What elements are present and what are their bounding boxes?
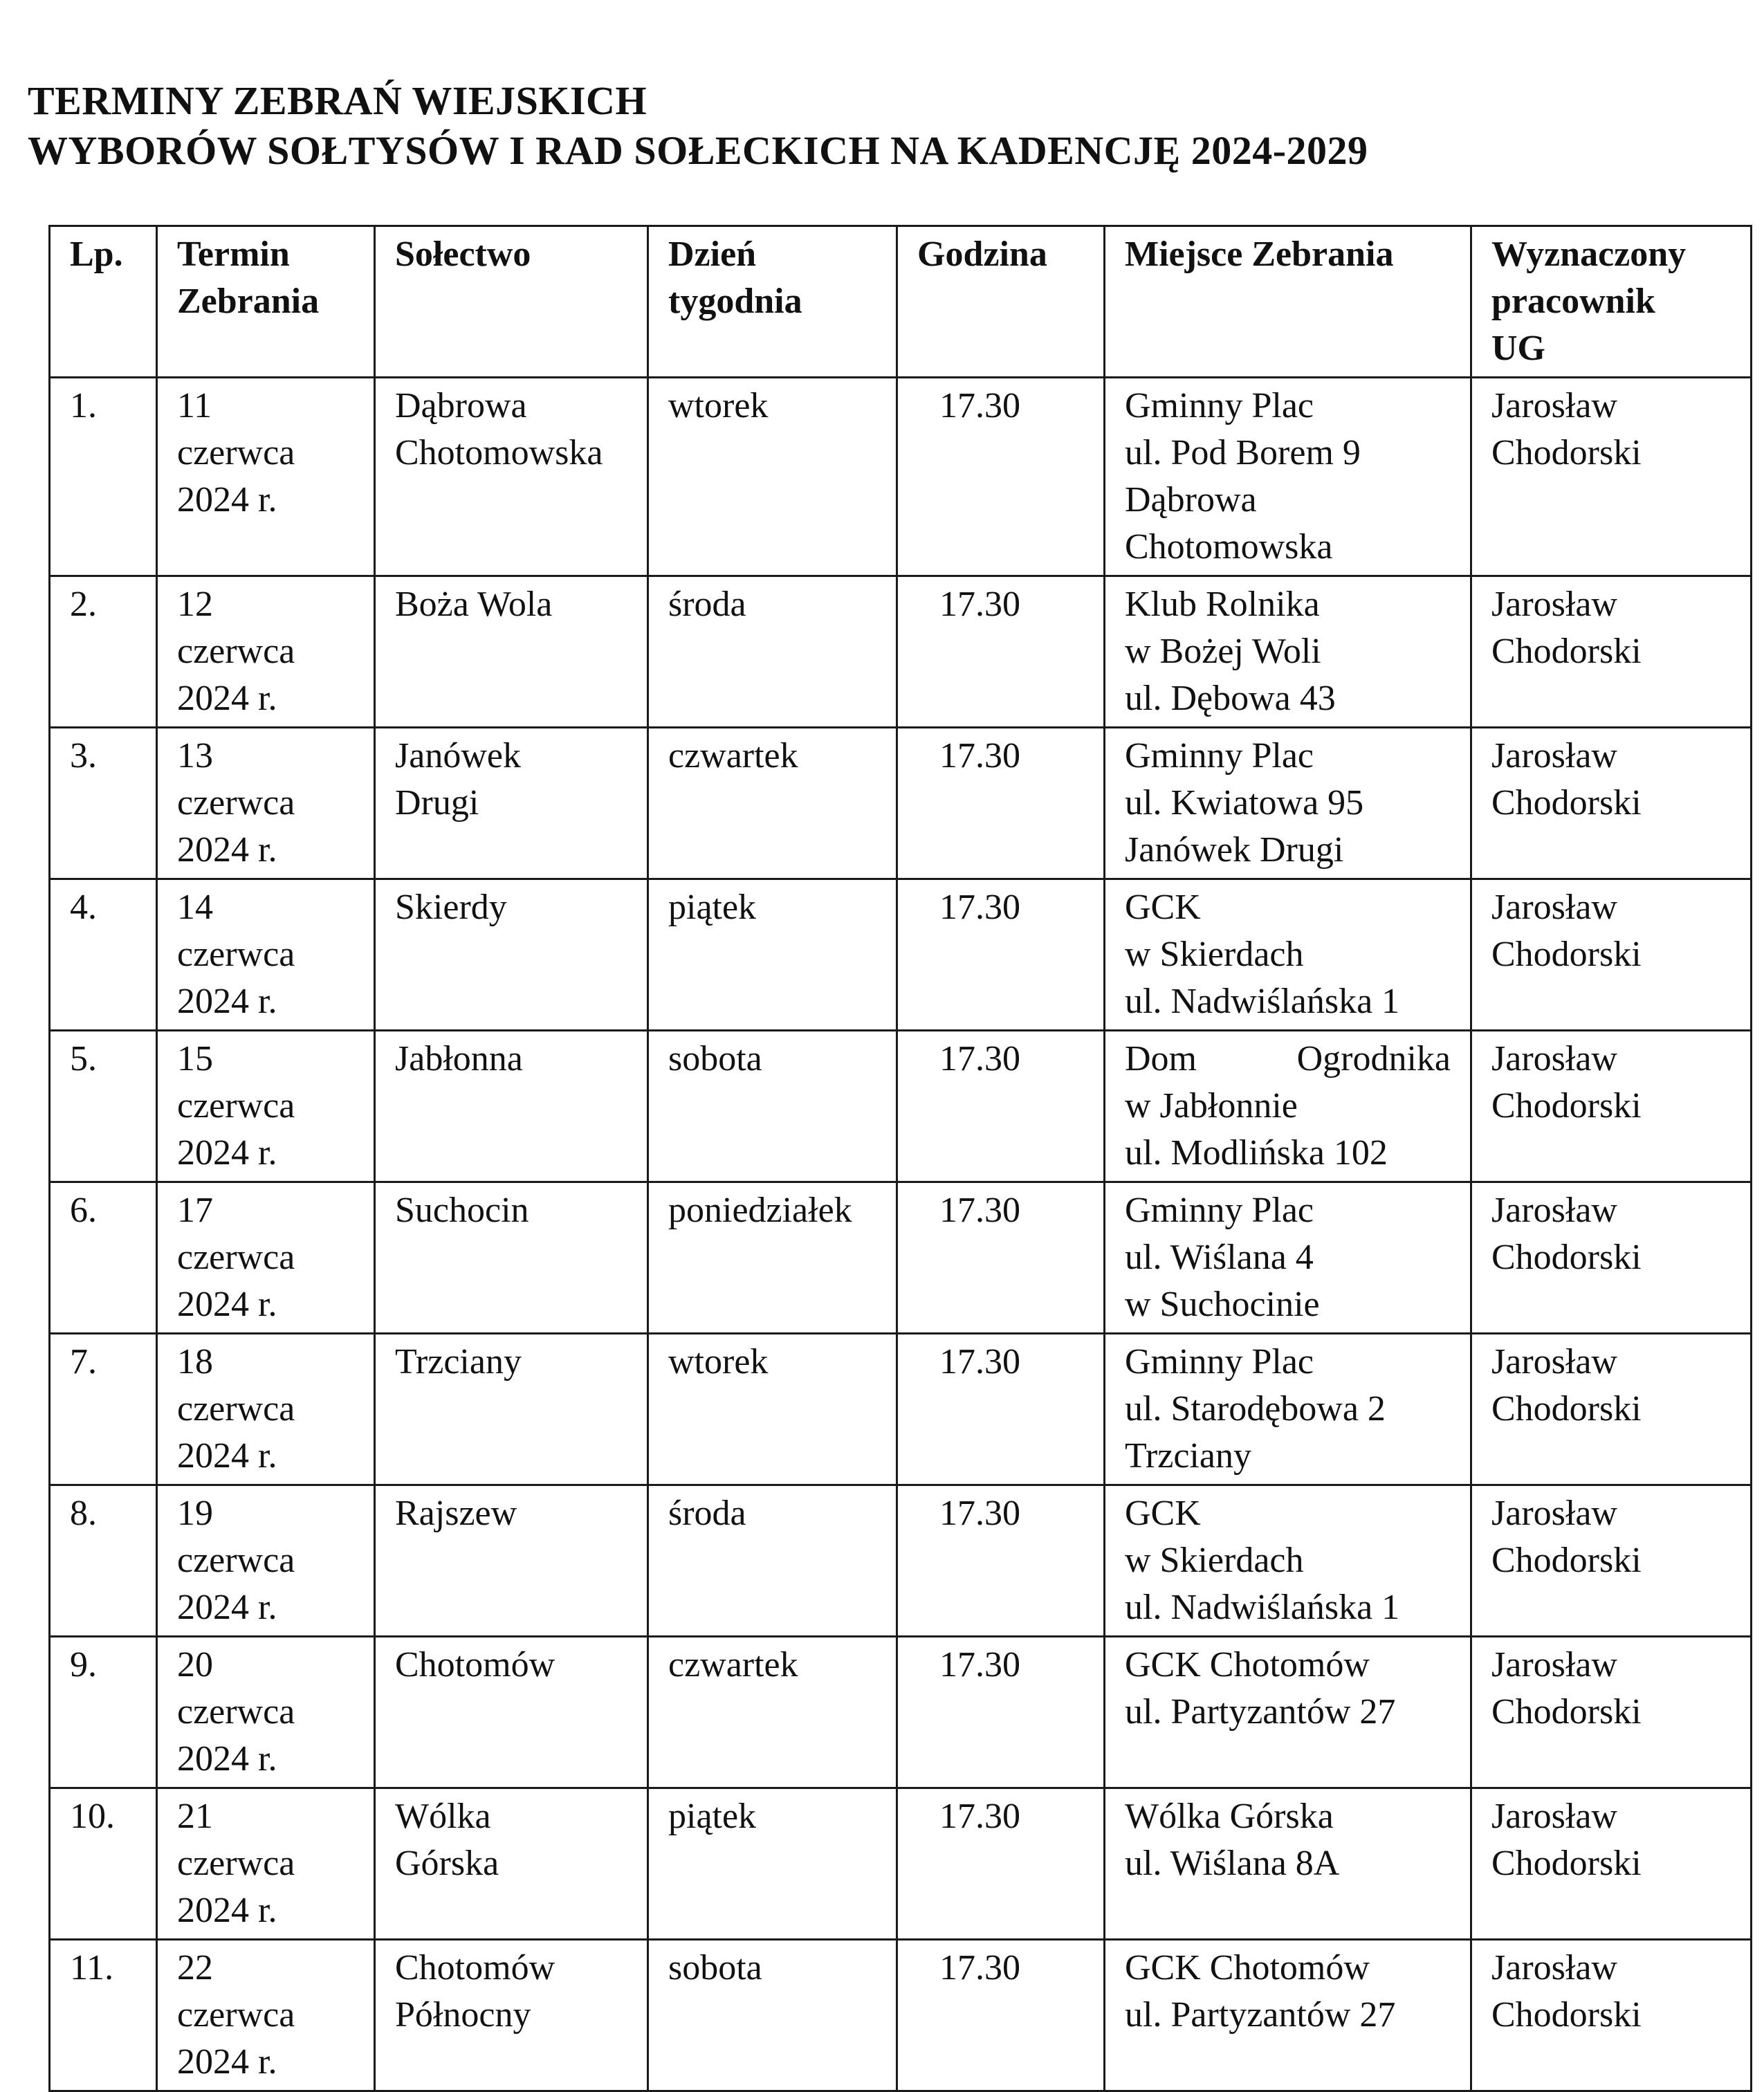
cell-pracownik: Jarosław Chodorski (1471, 576, 1752, 728)
cell-lp: 9. (50, 1637, 157, 1788)
cell-termin: 12 czerwca 2024 r. (157, 576, 375, 728)
cell-lp: 8. (50, 1485, 157, 1637)
cell-dzien: czwartek (648, 728, 897, 879)
cell-pracownik: Jarosław Chodorski (1471, 1334, 1752, 1485)
cell-miejsce: Gminny Plac ul. Pod Borem 9 Dąbrowa Chotomowska (1105, 378, 1471, 576)
table-row (50, 1485, 1752, 1637)
cell-termin: 11 czerwca 2024 r. (157, 378, 375, 576)
cell-godzina: 17.30 (897, 1334, 1105, 1485)
cell-solectwo: Rajszew (375, 1485, 648, 1637)
cell-godzina: 17.30 (897, 576, 1105, 728)
cell-pracownik: Jarosław Chodorski (1471, 1637, 1752, 1788)
cell-miejsce: Gminny Plac ul. Starodębowa 2 Trzciany (1105, 1334, 1471, 1485)
cell-pracownik: Jarosław Chodorski (1471, 1182, 1752, 1334)
cell-lp: 5. (50, 1031, 157, 1182)
cell-lp: 2. (50, 576, 157, 728)
cell-miejsce: Gminny Plac ul. Kwiatowa 95 Janówek Drugi (1105, 728, 1471, 879)
cell-miejsce: Klub Rolnika w Bożej Woli ul. Dębowa 43 (1105, 576, 1471, 728)
cell-termin: 18 czerwca 2024 r. (157, 1334, 375, 1485)
miejsce-first-line (1125, 1036, 1451, 1083)
cell-lp: 11. (50, 1940, 157, 2091)
table-row (50, 1031, 1752, 1182)
miejsce-second-word: Ogrodnika (1296, 1039, 1451, 1079)
cell-termin: 15 czerwca 2024 r. (157, 1031, 375, 1182)
table-row (50, 728, 1752, 879)
cell-miejsce: Wólka Górska ul. Wiślana 8A (1105, 1788, 1471, 1940)
cell-solectwo: Jabłonna (375, 1031, 648, 1182)
cell-miejsce: GCK Chotomów ul. Partyzantów 27 (1105, 1637, 1471, 1788)
cell-solectwo: Trzciany (375, 1334, 648, 1485)
table-row (50, 1940, 1752, 2091)
cell-termin: 19 czerwca 2024 r. (157, 1485, 375, 1637)
table-row (50, 879, 1752, 1031)
cell-dzien: poniedziałek (648, 1182, 897, 1334)
cell-dzien: środa (648, 576, 897, 728)
cell-lp: 4. (50, 879, 157, 1031)
cell-termin: 20 czerwca 2024 r. (157, 1637, 375, 1788)
cell-pracownik: Jarosław Chodorski (1471, 1031, 1752, 1182)
cell-solectwo: Chotomów Północny (375, 1940, 648, 2091)
cell-solectwo: Chotomów (375, 1637, 648, 1788)
table-row (50, 1334, 1752, 1485)
cell-miejsce: Gminny Plac ul. Wiślana 4 w Suchocinie (1105, 1182, 1471, 1334)
miejsce-rest: w Jabłonnie ul. Modlińska 102 (1125, 1086, 1388, 1173)
cell-pracownik: Jarosław Chodorski (1471, 879, 1752, 1031)
cell-pracownik: Jarosław Chodorski (1471, 1485, 1752, 1637)
cell-godzina: 17.30 (897, 1940, 1105, 2091)
cell-pracownik: Jarosław Chodorski (1471, 1940, 1752, 2091)
cell-dzien: środa (648, 1485, 897, 1637)
cell-solectwo: Dąbrowa Chotomowska (375, 378, 648, 576)
cell-solectwo: Janówek Drugi (375, 728, 648, 879)
cell-dzien: piątek (648, 879, 897, 1031)
header-godzina: Godzina (897, 226, 1105, 378)
cell-godzina: 17.30 (897, 1031, 1105, 1182)
cell-miejsce: GCK w Skierdach ul. Nadwiślańska 1 (1105, 879, 1471, 1031)
header-miejsce: Miejsce Zebrania (1105, 226, 1471, 378)
cell-godzina: 17.30 (897, 1485, 1105, 1637)
cell-solectwo: Skierdy (375, 879, 648, 1031)
cell-termin: 13 czerwca 2024 r. (157, 728, 375, 879)
cell-lp: 6. (50, 1182, 157, 1334)
cell-lp: 7. (50, 1334, 157, 1485)
cell-pracownik: Jarosław Chodorski (1471, 728, 1752, 879)
cell-lp: 3. (50, 728, 157, 879)
table-row (50, 1788, 1752, 1940)
cell-godzina: 17.30 (897, 1182, 1105, 1334)
cell-godzina: 17.30 (897, 1637, 1105, 1788)
table-header-row (50, 226, 1752, 378)
header-dzien: Dzień tygodnia (648, 226, 897, 378)
cell-termin: 21 czerwca 2024 r. (157, 1788, 375, 1940)
cell-godzina: 17.30 (897, 378, 1105, 576)
header-pracownik: Wyznaczony pracownik UG (1471, 226, 1752, 378)
page-title-line-1: TERMINY ZEBRAŃ WIEJSKICH (28, 78, 647, 123)
cell-dzien: sobota (648, 1940, 897, 2091)
cell-solectwo: Wólka Górska (375, 1788, 648, 1940)
cell-godzina: 17.30 (897, 1788, 1105, 1940)
cell-lp: 10. (50, 1788, 157, 1940)
cell-dzien: czwartek (648, 1637, 897, 1788)
cell-solectwo: Boża Wola (375, 576, 648, 728)
cell-pracownik: Jarosław Chodorski (1471, 1788, 1752, 1940)
cell-godzina: 17.30 (897, 728, 1105, 879)
header-solectwo: Sołectwo (375, 226, 648, 378)
table-row (50, 576, 1752, 728)
cell-godzina: 17.30 (897, 879, 1105, 1031)
table-row (50, 1637, 1752, 1788)
cell-lp: 1. (50, 378, 157, 576)
cell-dzien: wtorek (648, 1334, 897, 1485)
cell-dzien: piątek (648, 1788, 897, 1940)
cell-termin: 14 czerwca 2024 r. (157, 879, 375, 1031)
cell-miejsce: GCK w Skierdach ul. Nadwiślańska 1 (1105, 1485, 1471, 1637)
table-row (50, 378, 1752, 576)
cell-termin: 22 czerwca 2024 r. (157, 1940, 375, 2091)
page-title (28, 76, 1368, 176)
header-lp: Lp. (50, 226, 157, 378)
header-termin: Termin Zebrania (157, 226, 375, 378)
cell-pracownik: Jarosław Chodorski (1471, 378, 1752, 576)
table-row (50, 1182, 1752, 1334)
miejsce-first-word: Dom (1125, 1039, 1197, 1079)
page-title-line-2: WYBORÓW SOŁTYSÓW I RAD SOŁECKICH NA KADENCJĘ 2024-2029 (28, 128, 1368, 173)
meeting-schedule-table (48, 225, 1752, 2092)
cell-dzien: wtorek (648, 378, 897, 576)
cell-miejsce (1105, 1031, 1471, 1182)
cell-solectwo: Suchocin (375, 1182, 648, 1334)
cell-miejsce: GCK Chotomów ul. Partyzantów 27 (1105, 1940, 1471, 2091)
cell-termin: 17 czerwca 2024 r. (157, 1182, 375, 1334)
cell-dzien: sobota (648, 1031, 897, 1182)
